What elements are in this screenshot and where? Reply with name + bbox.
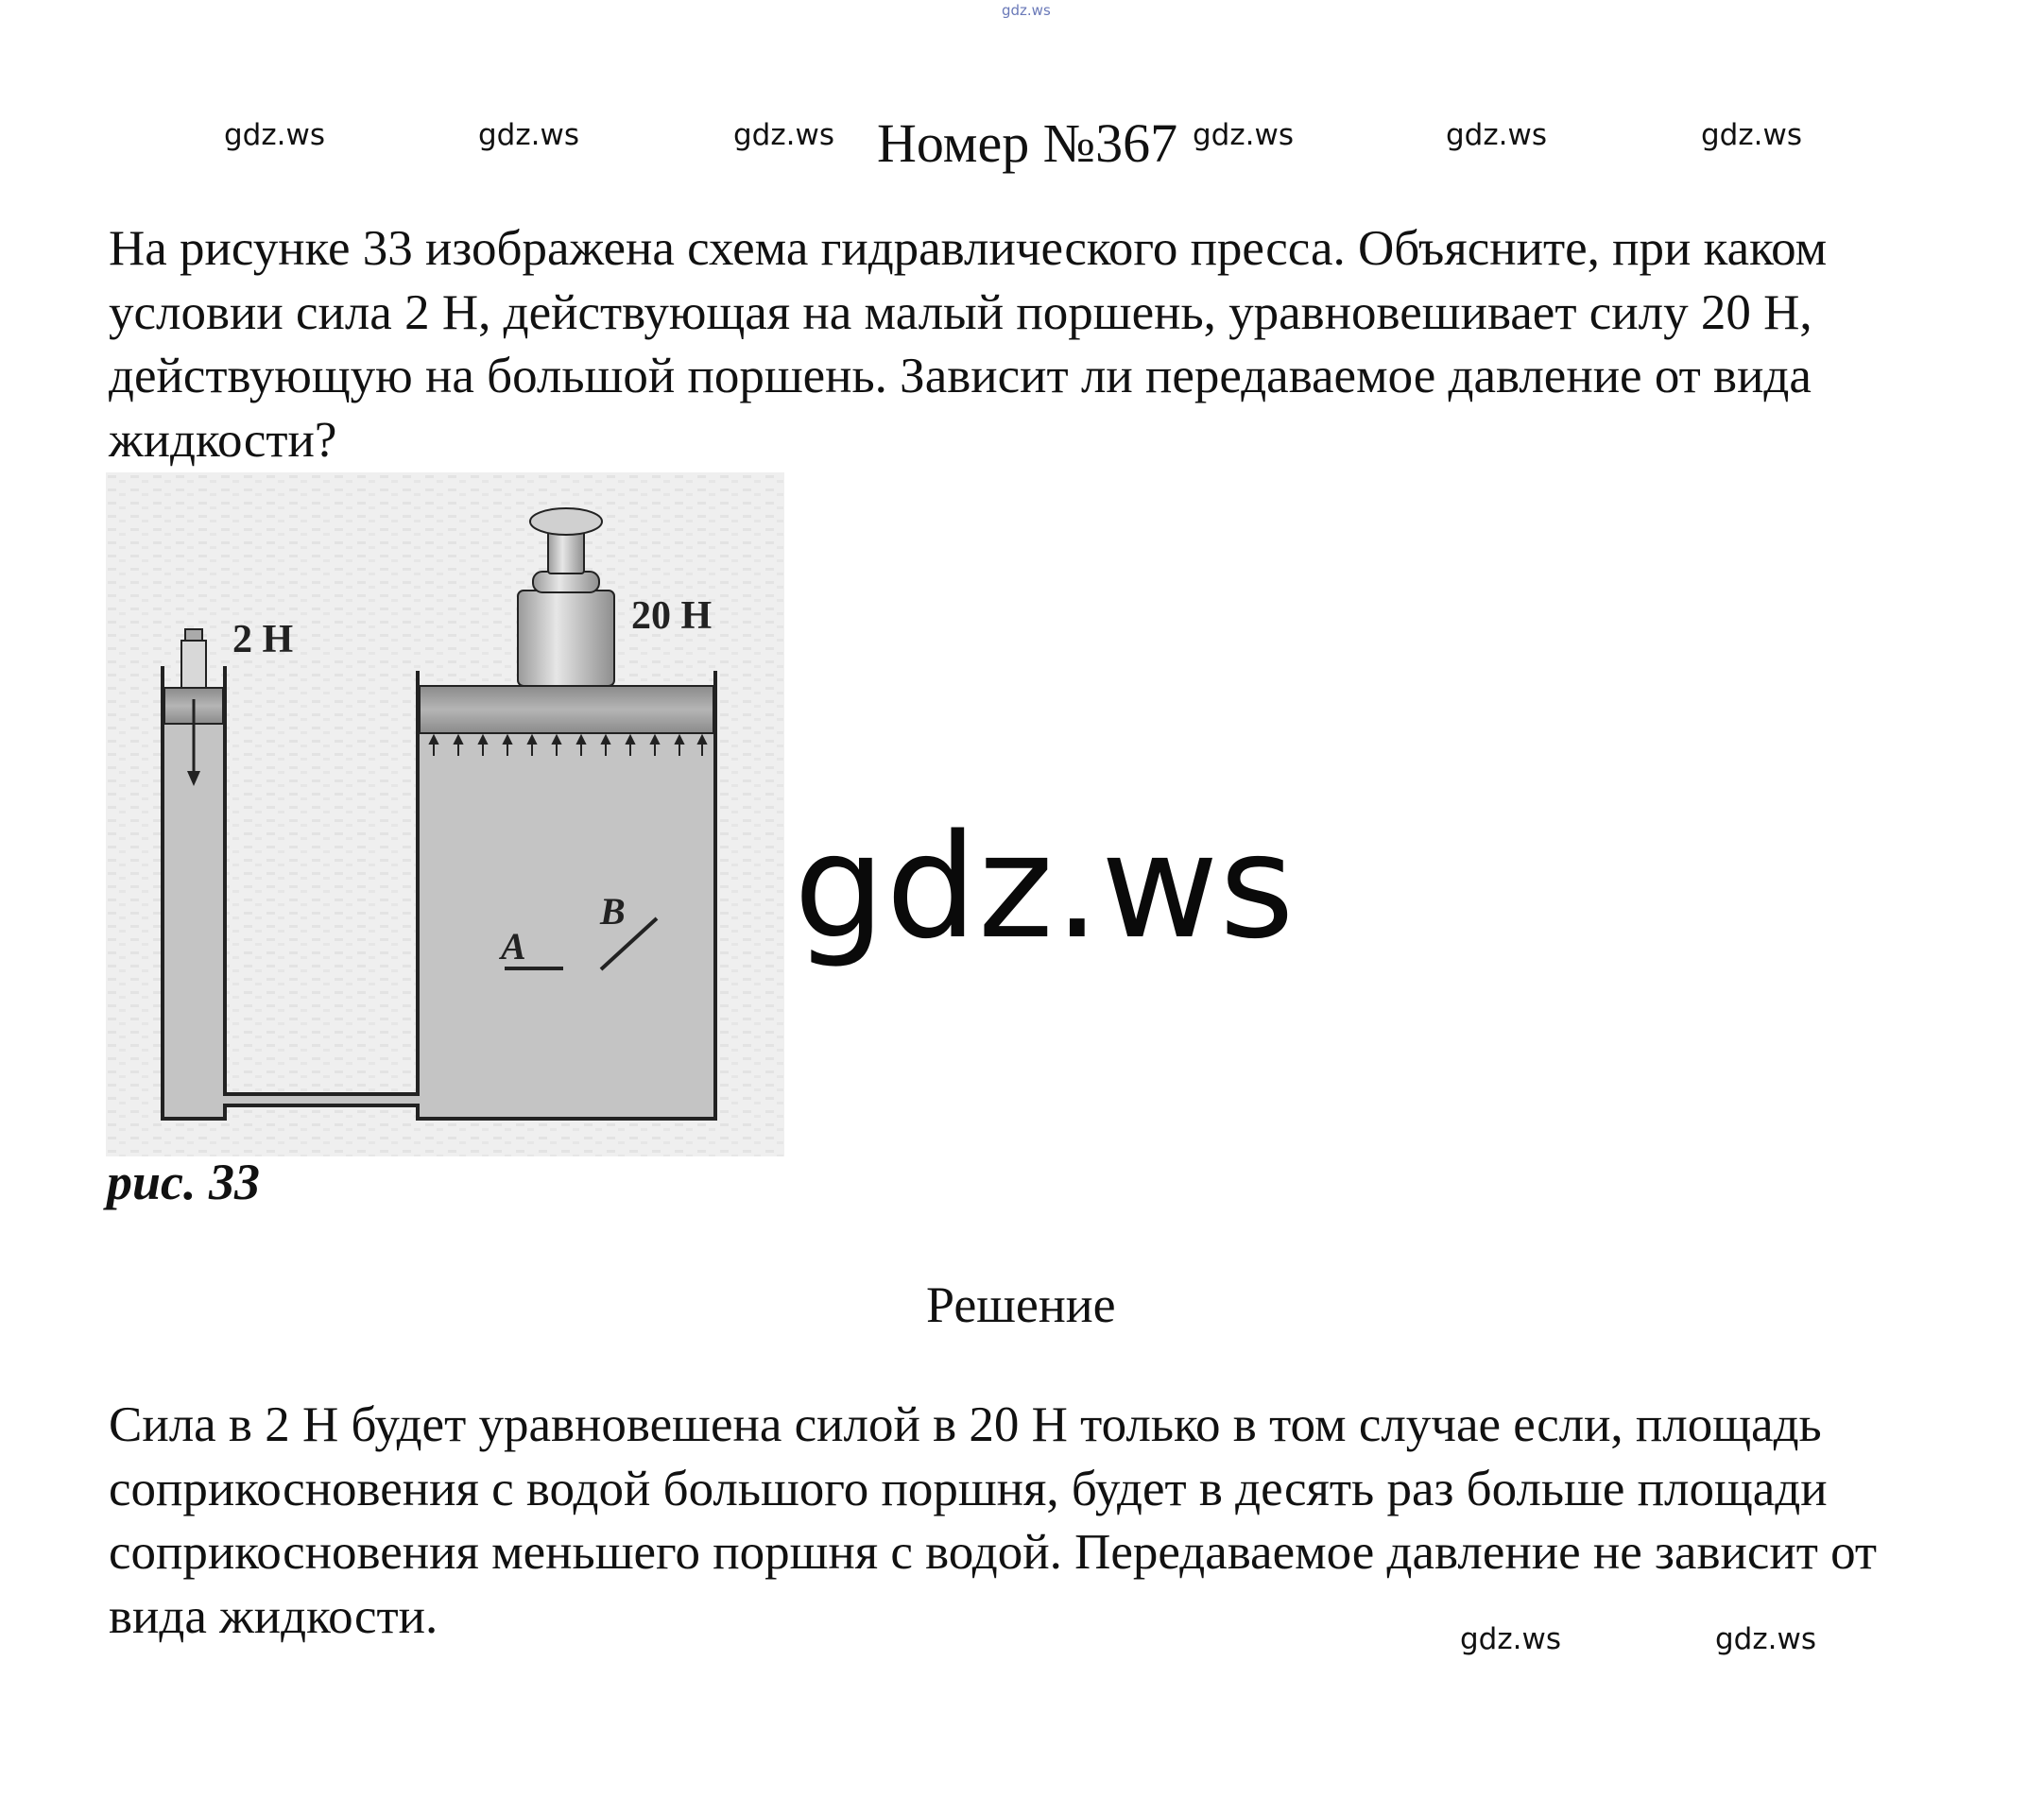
small-force-label: 2 Н <box>232 618 294 661</box>
problem-title: Номер №367 <box>877 112 1178 174</box>
weight-top <box>533 572 599 592</box>
small-piston-knob <box>185 629 202 641</box>
large-piston <box>420 686 713 733</box>
watermark-top: gdz.ws <box>1002 2 1051 19</box>
watermark-header-1: gdz.ws <box>224 118 325 152</box>
small-piston-rod <box>181 641 206 688</box>
watermark-bottom-2: gdz.ws <box>1715 1622 1816 1656</box>
watermark-header-2: gdz.ws <box>478 118 579 152</box>
weight-cap <box>530 508 602 535</box>
watermark-header-4: gdz.ws <box>1193 118 1294 152</box>
solution-heading: Решение <box>926 1276 1116 1333</box>
weight-body <box>518 591 614 686</box>
watermark-header-3: gdz.ws <box>733 118 834 152</box>
figure-caption: рис. 33 <box>107 1154 260 1210</box>
watermark-bottom-1: gdz.ws <box>1460 1622 1561 1656</box>
hydraulic-press-figure <box>106 472 784 1156</box>
watermark-header-6: gdz.ws <box>1701 118 1802 152</box>
large-force-label: 20 Н <box>631 594 713 638</box>
watermark-center: gdz.ws <box>794 803 1296 970</box>
surface-b-label: B <box>600 890 626 933</box>
surface-a-label: A <box>501 925 526 967</box>
solution-text: Сила в 2 Н будет уравновешена силой в 20 Н только в том случае если, площадь соприкосновения с водой большого поршня, будет в десять раз больше площади соприкосновения меньшего поршня с водой. Передаваемое давление не зависит от вида жидкости. <box>109 1397 1878 1644</box>
watermark-header-5: gdz.ws <box>1446 118 1547 152</box>
problem-text: На рисунке 33 изображена схема гидравлического пресса. Объясните, при каком условии сила 2 Н, действующая на малый поршень, уравновешивает силу 20 Н, действующую на большой поршень. Зависит ли передаваемое давление от вида жидкости? <box>109 221 1828 468</box>
